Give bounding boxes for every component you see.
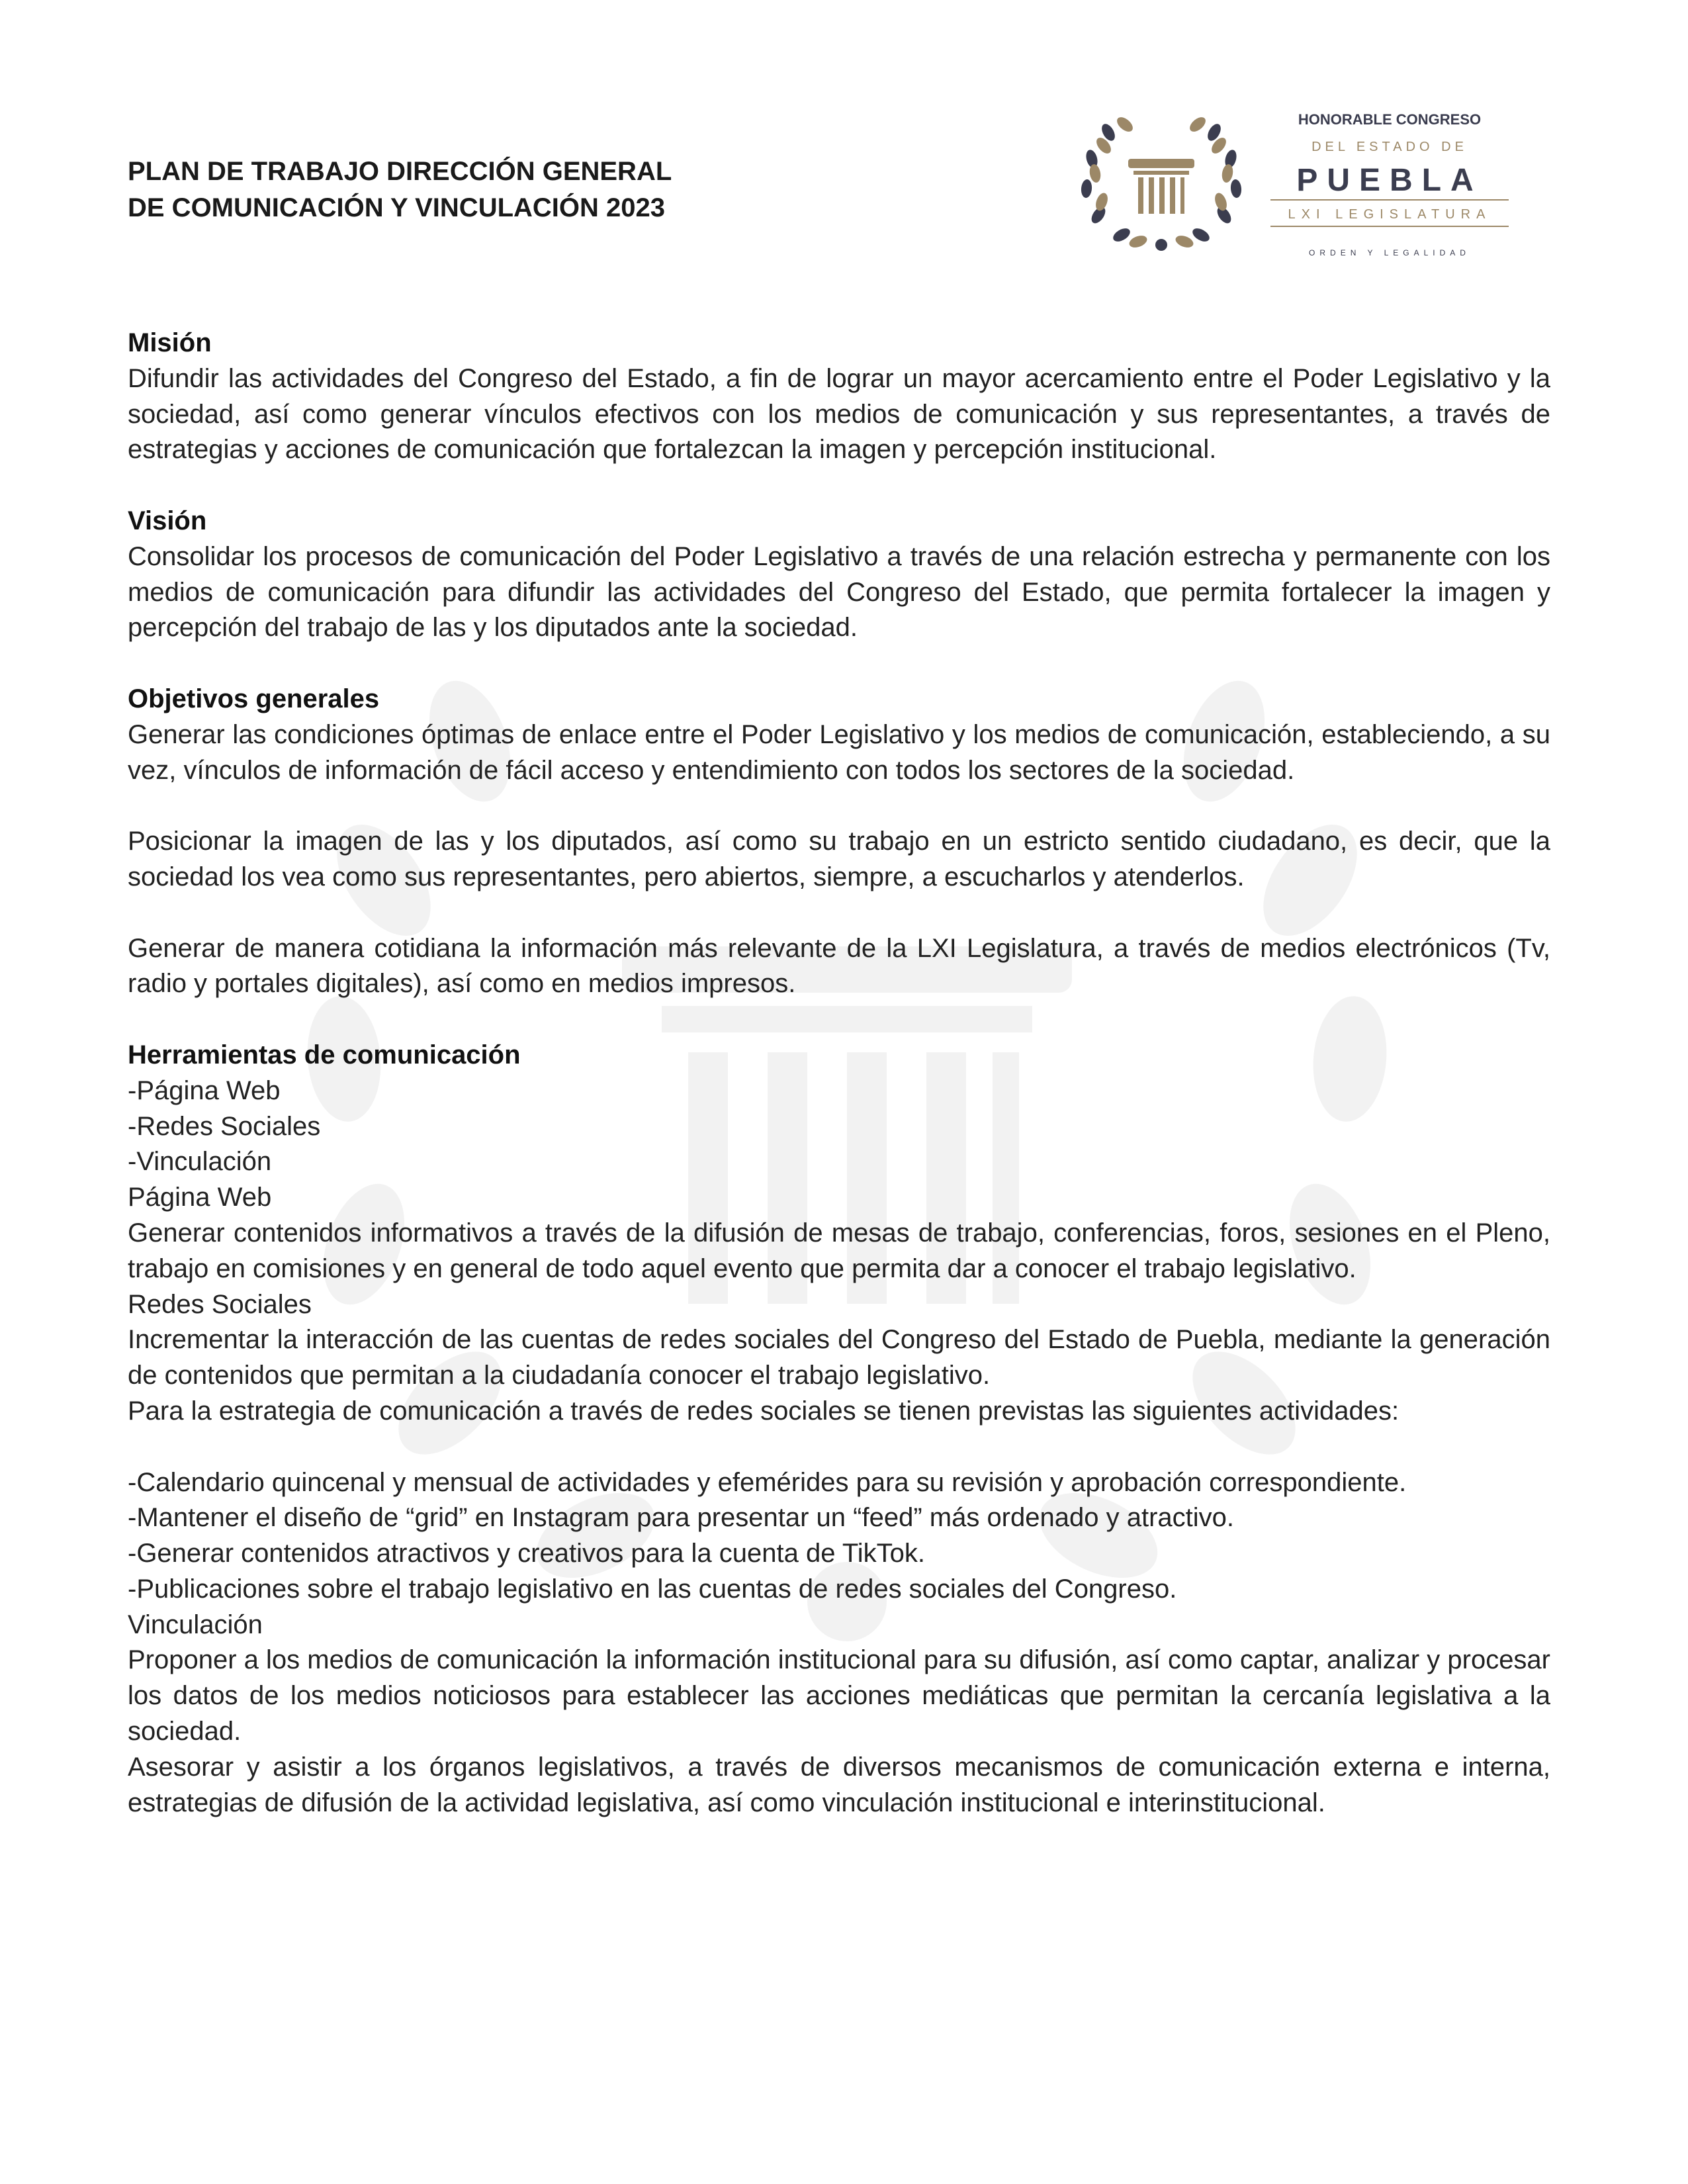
mision-section: [128, 326, 1550, 468]
logo-line-2: DEL ESTADO DE: [1311, 140, 1468, 154]
title-line-1: PLAN DE TRABAJO DIRECCIÓN GENERAL: [128, 157, 672, 186]
objetivo-paragraph: Generar las condiciones óptimas de enlace entre el Poder Legislativo y los medios de comunicación, estableciendo, a su vez, vínculos de información de fácil acceso y entendimiento con todos los sectores de la sociedad.: [128, 719, 1550, 785]
herramientas-section: [128, 1038, 1550, 1821]
pagina-web-subheading: Página Web: [128, 1183, 272, 1212]
redes-sociales-subheading: Redes Sociales: [128, 1289, 312, 1319]
logo-line-4: LXI LEGISLATURA: [1288, 207, 1491, 222]
pagina-web-text: Generar contenidos informativos a través de la difusión de mesas de trabajo, conferencias, foros, sesiones en el Pleno, trabajo en comisiones y en general de todo aquel evento que permita dar a conocer el trabajo legislativo.: [128, 1218, 1550, 1283]
objetivos-heading: Objetivos generales: [128, 684, 380, 713]
title-line-2: DE COMUNICACIÓN Y VINCULACIÓN 2023: [128, 193, 665, 222]
objetivo-paragraph: Generar de manera cotidiana la información más relevante de la LXI Legislatura, a través de medios electrónicos (Tv, radio y portales digitales), así como en medios impresos.: [128, 933, 1550, 999]
vinculacion-text: Proponer a los medios de comunicación la información institucional para su difusión, así como captar, analizar y procesar los datos de los medios noticiosos para establecer las acciones mediáticas que permitan la cercanía legislativa a la sociedad.: [128, 1645, 1550, 1747]
congress-logo: [1072, 106, 1522, 265]
mision-text: Difundir las actividades del Congreso del Estado, a fin de lograr un mayor acercamiento entre el Poder Legislativo y la sociedad, así como generar vínculos efectivos con los medios de comunicación y sus representantes, a través de estrategias y acciones de comunicación que fortalezcan la imagen y percepción institucional.: [128, 363, 1550, 465]
objetivos-section: [128, 682, 1550, 1002]
redes-sociales-text: Para la estrategia de comunicación a través de redes sociales se tienen previstas las siguientes actividades:: [128, 1396, 1399, 1426]
laurel-wreath-icon: [1081, 114, 1242, 251]
vision-section: [128, 504, 1550, 646]
logo-line-3: PUEBLA: [1296, 163, 1483, 198]
vision-text: Consolidar los procesos de comunicación del Poder Legislativo a través de una relación estrecha y permanente con los medios de comunicación para difundir las actividades del Congreso del Estado, que permita fortalecer la imagen y percepción del trabajo de las y los diputados ante la sociedad.: [128, 541, 1550, 643]
document-title: [128, 154, 672, 226]
logo-line-5: ORDEN Y LEGALIDAD: [1309, 248, 1470, 257]
redes-sociales-text: Incrementar la interacción de las cuentas de redes sociales del Congreso del Estado de Puebla, mediante la generación de contenidos que permitan a la ciudadanía conocer el trabajo legislativo.: [128, 1325, 1550, 1390]
objetivo-paragraph: Posicionar la imagen de las y los diputados, así como su trabajo en un estricto sentido ciudadano, es decir, que la sociedad los vea como sus representantes, pero abiertos, siempre, a escucharlos y atenderlos.: [128, 827, 1550, 891]
activity-item: -Mantener el diseño de “grid” en Instagram para presentar un “feed” más ordenado y atractivo.: [128, 1503, 1234, 1533]
herramientas-heading: Herramientas de comunicación: [128, 1040, 521, 1069]
activity-item: -Calendario quincenal y mensual de actividades y efemérides para su revisión y aprobación correspondiente.: [128, 1467, 1407, 1497]
activity-item: -Publicaciones sobre el trabajo legislativo en las cuentas de redes sociales del Congreso.: [128, 1574, 1177, 1604]
vinculacion-subheading: Vinculación: [128, 1610, 263, 1639]
vision-heading: Visión: [128, 506, 207, 535]
vinculacion-text: Asesorar y asistir a los órganos legislativos, a través de diversos mecanismos de comunicación externa e interna, estrategias de difusión de la actividad legislativa, así como vinculación institucional e interinstitucional.: [128, 1752, 1550, 1817]
logo-line-1: HONORABLE CONGRESO: [1298, 111, 1482, 128]
activity-item: -Generar contenidos atractivos y creativos para la cuenta de TikTok.: [128, 1539, 926, 1569]
tool-list-item: -Redes Sociales: [128, 1111, 321, 1141]
mision-heading: Misión: [128, 328, 212, 357]
tool-list-item: -Vinculación: [128, 1147, 272, 1177]
document-body: [128, 326, 1550, 1821]
tool-list-item: -Página Web: [128, 1075, 281, 1105]
